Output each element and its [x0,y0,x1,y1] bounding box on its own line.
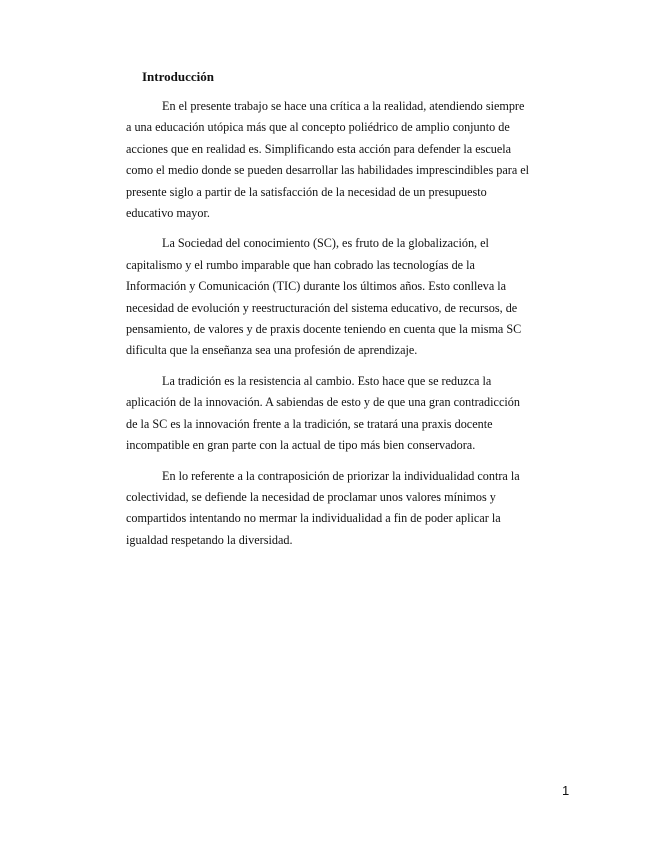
paragraph-1: En el presente trabajo se hace una crítica a la realidad, atendiendo siempre a una educación utópica más que al concepto poliédrico de amplio conjunto de acciones que en realidad es. Simplificando esta acción para defender la escuela como el medio donde se pueden desarrollar las habilidades imprescindibles para el presente siglo a partir de la satisfacción de la necesidad de un presupuesto educativo mayor. [126,99,530,221]
paragraph-3: La tradición es la resistencia al cambio. Esto hace que se reduzca la aplicación de la innovación. A sabiendas de esto y de que una gran contradicción de la SC es la innovación frente a la tradición, se tratará una praxis docente incompatible en gran parte con la actual de tipo más bien conservadora. [126,373,520,453]
paragraph-2: La Sociedad del conocimiento (SC), es fruto de la globalización, el capitalismo y el rumbo imparable que han cobrado las tecnologías de la Información y Comunicación (TIC) durante los últimos años. Esto conlleva la necesidad de evolución y reestructuración del sistema educativo, de recursos, de pensamiento, de valores y de praxis docente teniendo en cuenta que la misma SC dificulta que la enseñanza sea una profesión de aprendizaje. [126,236,522,358]
paragraph-4: En lo referente a la contraposición de priorizar la individualidad contra la colectividad, se defiende la necesidad de proclamar unos valores mínimos y compartidos intentando no mermar la individualidad a fin de poder aplicar la igualdad respetando la diversidad. [126,468,520,547]
page-number: 1 [562,783,570,798]
section-heading: Introducción [142,69,214,84]
body-text [126,96,530,560]
